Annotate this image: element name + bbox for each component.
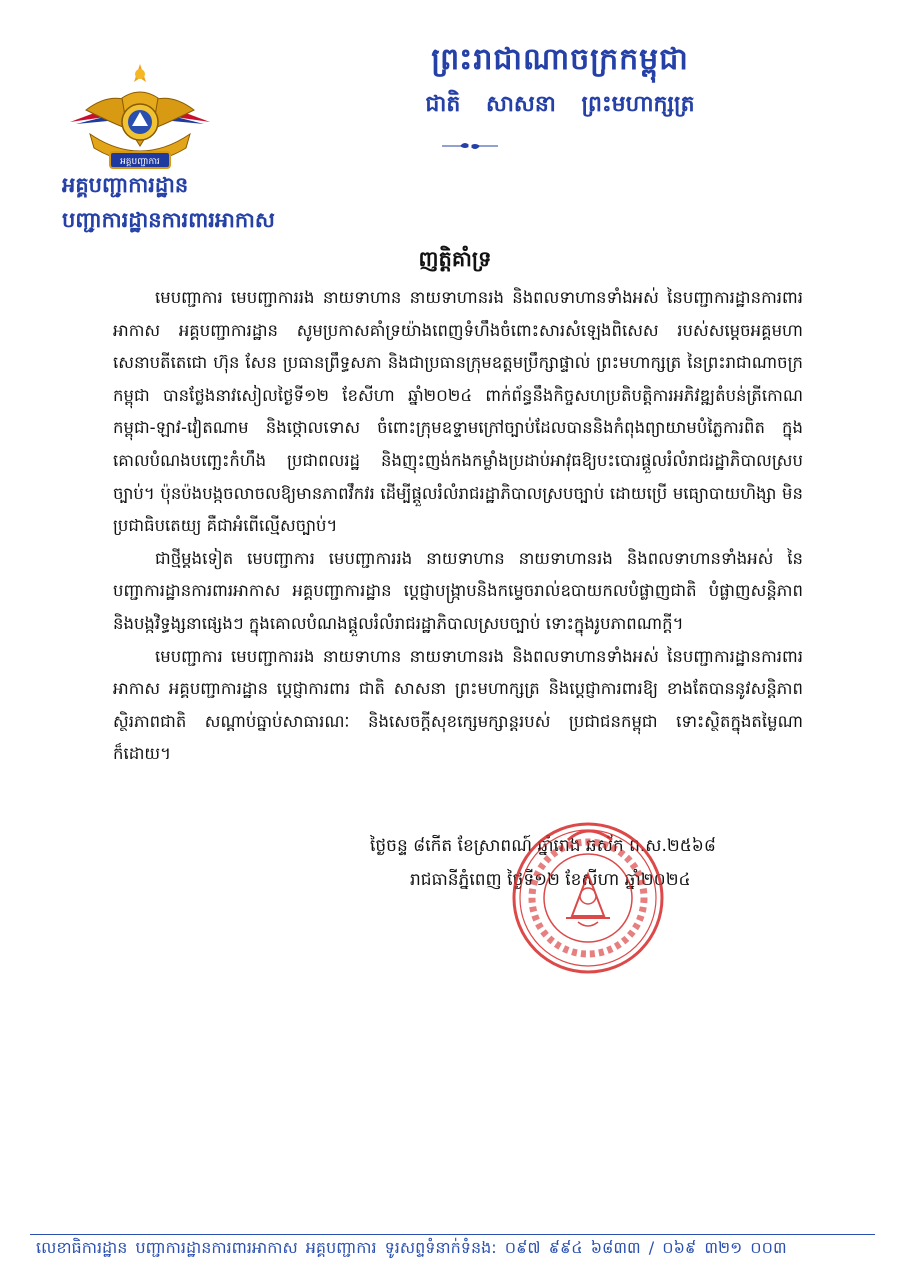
ornament-divider-icon [440, 136, 500, 156]
lunar-date-line: ថ្ងៃចន្ទ ៨កើត ខែស្រាពណ៍ ឆ្នាំរោង ឆស័ក ព.ស.២៥៦៨ [370, 836, 716, 856]
official-seal-icon [508, 818, 668, 978]
footer-contact: លេខាធិការដ្ឋាន បញ្ជាការដ្ឋានការពារអាកាស អគ្គបញ្ជាការ ទូរសព្ទទំនាក់ទំនង: ០៩៧ ៩៩៤ ៦៨៣៣ / ០៦៩ ៣២១ ០០៣ [36, 1238, 787, 1257]
national-motto: ជាតិ សាសនា ព្រះមហាក្សត្រ [425, 92, 695, 117]
document-body [113, 282, 803, 771]
emblem-label: អគ្គបញ្ជាការ [120, 157, 160, 167]
department-name-line1: អគ្គបញ្ជាការដ្ឋាន [62, 173, 189, 197]
body-paragraph-1: មេបញ្ជាការ មេបញ្ជាការរង នាយទាហាន នាយទាហានរង និងពលទាហានទាំងអស់ នៃបញ្ជាការដ្ឋានការពារអាកាស អគ្គបញ្ជាការដ្ឋាន សូមប្រកាសគាំទ្រយ៉ាងពេញទំហឹងចំពោះសារសំឡេងពិសេស របស់សម្តេចអគ្គមហាសេនាបតីតេជោ ហ៊ុន សែន ប្រធានព្រឹទ្ធសភា និងជាប្រធានក្រុមឧត្តមប្រឹក្សាផ្ទាល់ ព្រះមហាក្សត្រ នៃព្រះរាជាណាចក្រកម្ពុជា បានថ្លែងនាវសៀលថ្ងៃទី១២ ខែសីហា ឆ្នាំ២០២៤ ពាក់ព័ន្ធនឹងកិច្ចសហប្រតិបត្តិការអភិវឌ្ឍតំបន់ត្រីកោណ កម្ពុជា-ឡាវ-វៀតណាម និងថ្កោលទោស ចំពោះក្រុមឧទ្ទាមក្រៅច្បាប់ដែលបាននិងកំពុងព្យាយាមបំភ្លៃការពិត ក្នុងគោលបំណងបញ្ឆេះកំហឹង ប្រជាពលរដ្ឋ និងញុះញង់កងកម្លាំងប្រដាប់អាវុធឱ្យបះបោរផ្តួលរំលំរាជរដ្ឋាភិបាលស្របច្បាប់។ ប៉ុនប៉ងបង្កចលាចលឱ្យមានភាពវឹកវរ ដើម្បីផ្តួលរំលំរាជរដ្ឋាភិបាលស្របច្បាប់ ដោយប្រើ មធ្យោបាយហិង្សា មិនប្រជាធិបតេយ្យ គឺជាអំពើល្មើសច្បាប់។ [113, 288, 803, 536]
department-name-line2: បញ្ជាការដ្ឋានការពារអាកាស [62, 208, 275, 232]
place-date-line: រាជធានីភ្នំពេញ ថ្ងៃទី១២ ខែសីហា ឆ្នាំ២០២៤ [410, 870, 691, 890]
footer-divider [30, 1234, 875, 1235]
body-paragraph-2: ជាថ្មីម្តងទៀត មេបញ្ជាការ មេបញ្ជាការរង នាយទាហាន នាយទាហានរង និងពលទាហានទាំងអស់ នៃបញ្ជាការដ្ឋានការពារអាកាស អគ្គបញ្ជាការដ្ឋាន ប្តេជ្ញាបង្ក្រាបនិងកម្ទេចរាល់ឧបាយកលបំផ្លាញជាតិ បំផ្លាញសន្តិភាព និងបង្កវិទ្ធង្សនាផ្សេងៗ ក្នុងគោលបំណងផ្តួលរំលំរាជរដ្ឋាភិបាលស្របច្បាប់ ទោះក្នុងរូបភាពណាក្តី។ [113, 548, 803, 633]
air-defense-emblem-icon [66, 60, 214, 180]
body-paragraph-3: មេបញ្ជាការ មេបញ្ជាការរង នាយទាហាន នាយទាហានរង និងពលទាហានទាំងអស់ នៃបញ្ជាការដ្ឋានការពារអាកាស អគ្គបញ្ជាការដ្ឋាន ប្តេជ្ញាការពារ ជាតិ សាសនា ព្រះមហាក្សត្រ និងប្តេជ្ញាការពារឱ្យ ខាងតែបាននូវសន្តិភាព ស្ថិរភាពជាតិ សណ្តាប់ធ្នាប់សាធារណៈ និងសេចក្តីសុខក្សេមក្សាន្តរបស់ ប្រជាជនកម្ពុជា ទោះស្ថិតក្នុងតម្លៃណាក៏ដោយ។ [113, 646, 803, 764]
document-title: ញត្តិគាំទ្រ [418, 247, 492, 271]
kingdom-heading: ព្រះរាជាណាចក្រកម្ពុជា [431, 42, 689, 77]
